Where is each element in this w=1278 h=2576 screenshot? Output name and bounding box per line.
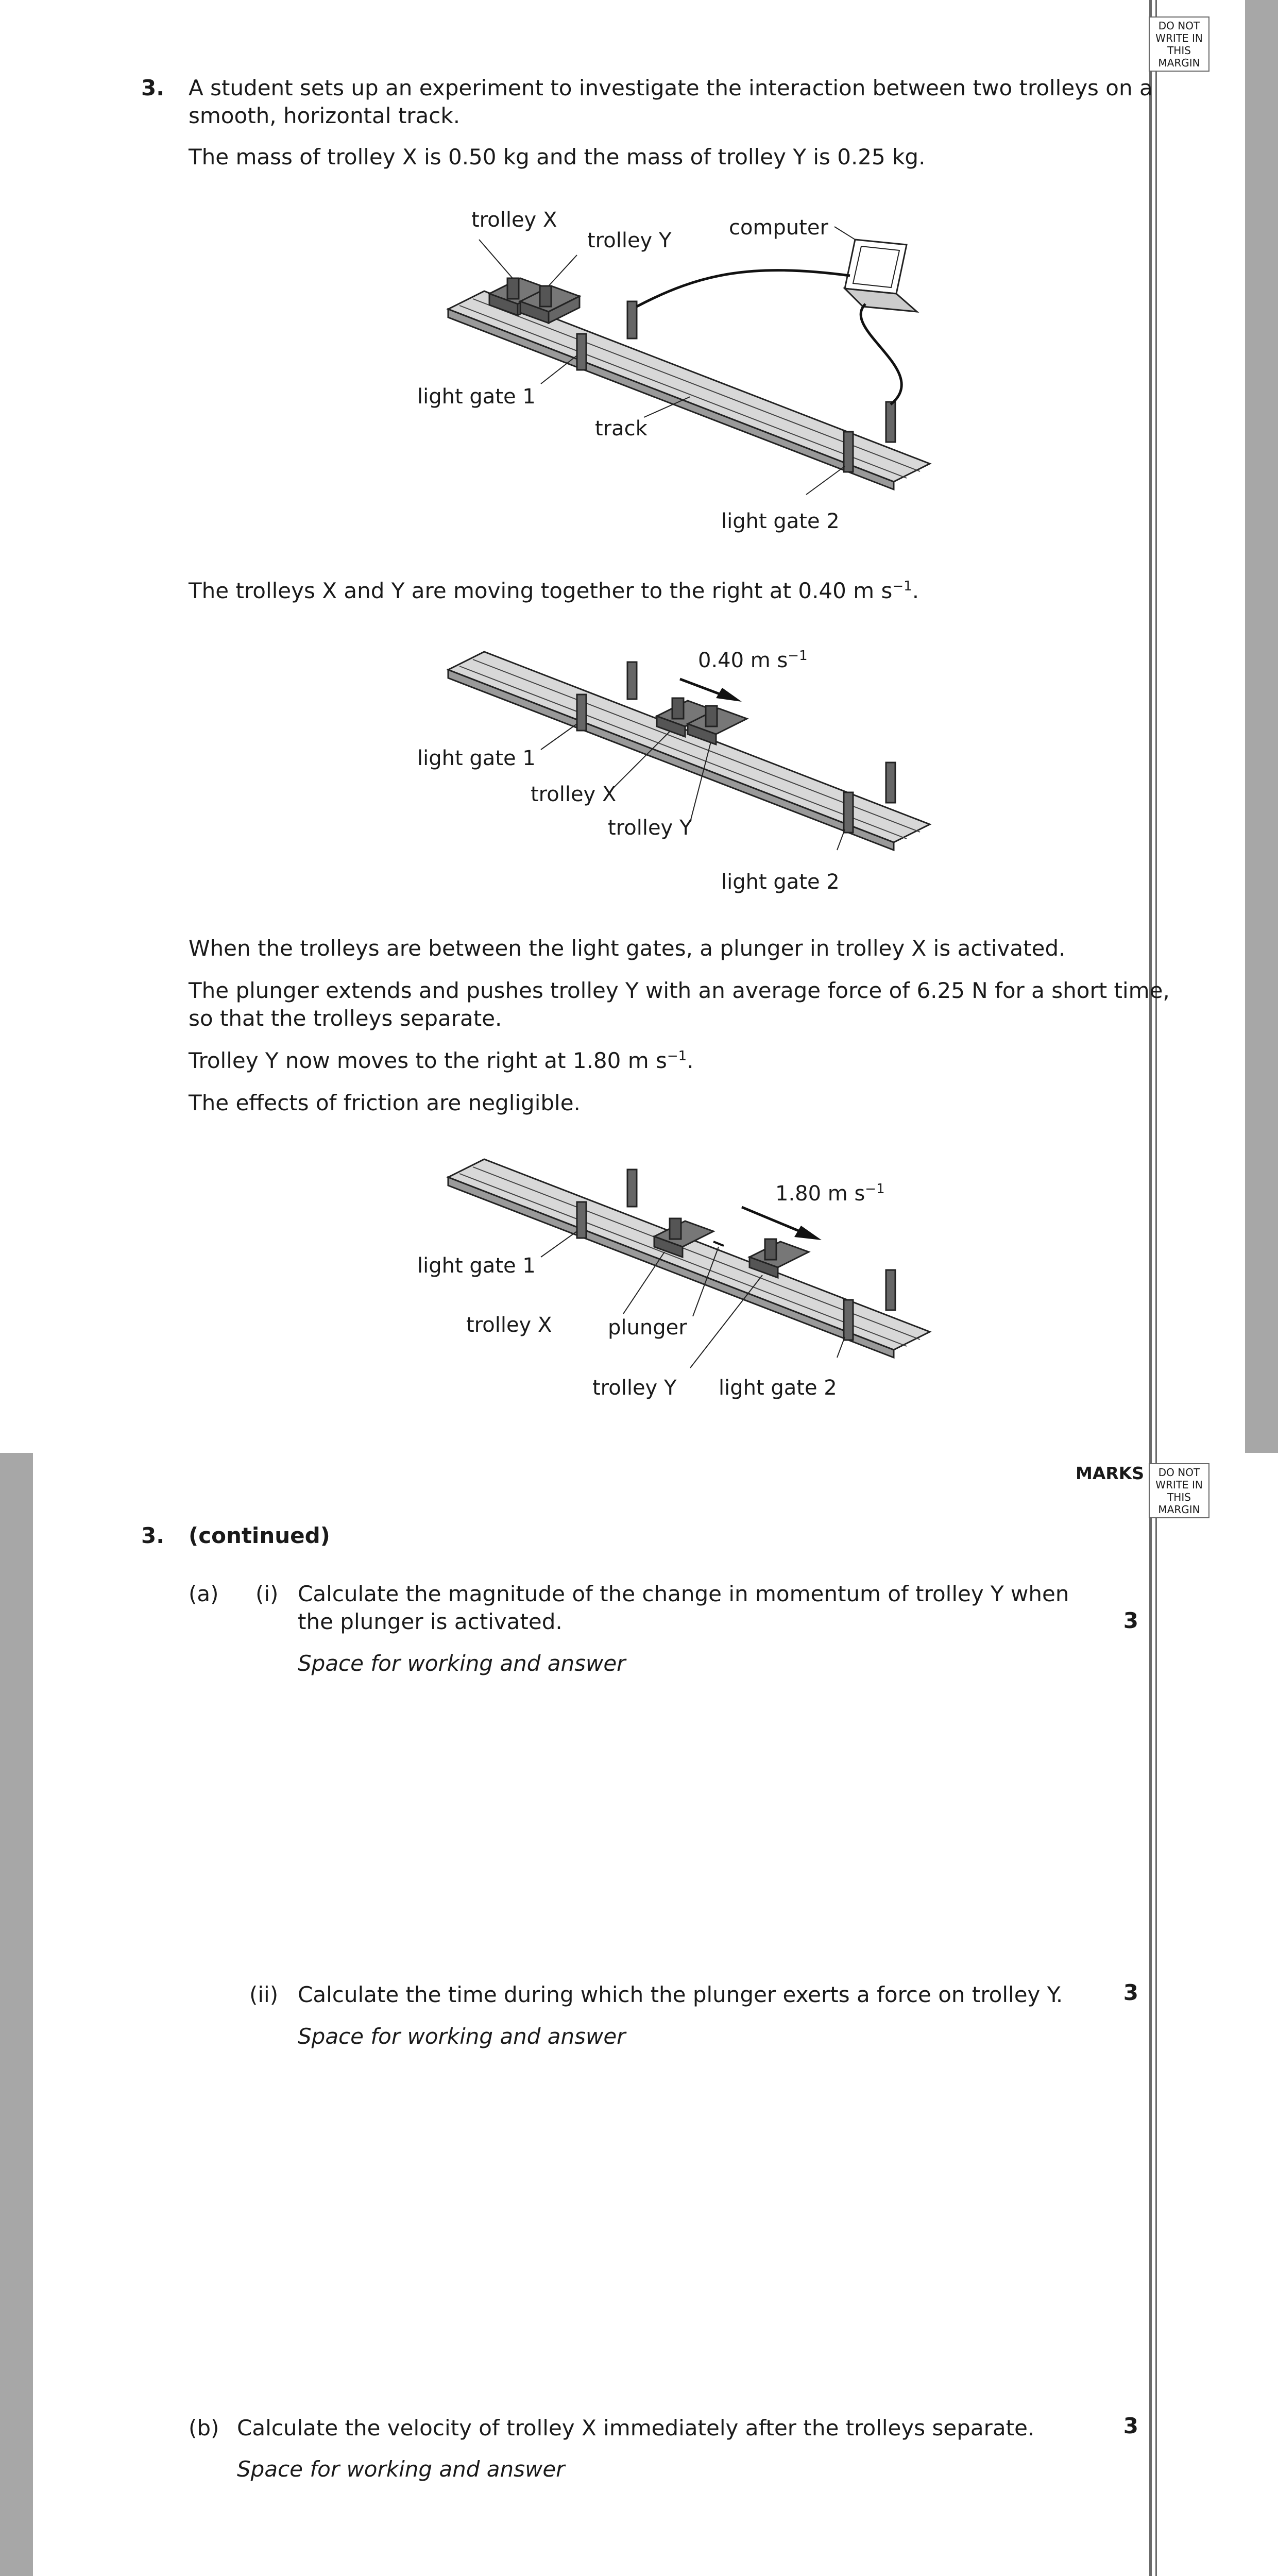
label-light-gate-1: light gate 1 bbox=[417, 385, 536, 409]
label-light-gate-2: light gate 2 bbox=[719, 1376, 837, 1400]
plunger-activated-text: When the trolleys are between the light gates, a plunger in trolley X is activated. bbox=[189, 936, 1066, 961]
mass-text: The mass of trolley X is 0.50 kg and the mass of trolley Y is 0.25 kg. bbox=[189, 144, 926, 170]
do-not-write-box: DO NOT WRITE IN THIS MARGIN bbox=[1149, 16, 1209, 72]
answer-space-a-ii[interactable] bbox=[298, 2058, 1101, 2347]
plunger-force-text-line2: so that the trolleys separate. bbox=[189, 1006, 502, 1031]
label-plunger: plunger bbox=[608, 1316, 687, 1340]
margin-line-inner bbox=[1155, 0, 1157, 1453]
label-light-gate-1: light gate 1 bbox=[417, 747, 536, 770]
answer-space-b[interactable] bbox=[237, 2491, 1102, 2576]
part-a-i-text-line2: the plunger is activated. bbox=[298, 1609, 563, 1634]
label-computer: computer bbox=[729, 216, 828, 240]
continued-label: (continued) bbox=[189, 1523, 330, 1548]
part-a-label: (a) bbox=[189, 1581, 219, 1606]
do-not-write-box: DO NOT WRITE IN THIS MARGIN bbox=[1149, 1463, 1209, 1518]
page-2 bbox=[0, 1453, 1278, 2576]
part-b-label: (b) bbox=[189, 2415, 219, 2441]
label-light-gate-2: light gate 2 bbox=[721, 510, 840, 533]
trolley-y-moves-text: Trolley Y now moves to the right at 1.80 m $s^{-1}$. bbox=[189, 1048, 694, 1073]
label-trolley-y: trolley Y bbox=[592, 1376, 677, 1400]
part-a-ii-marks: 3 bbox=[1123, 1980, 1138, 2005]
part-a-ii-text: Calculate the time during which the plunger exerts a force on trolley Y. bbox=[298, 1982, 1063, 2007]
figure-moving-together bbox=[402, 639, 948, 907]
label-trolley-y: trolley Y bbox=[587, 229, 672, 252]
part-a-i-marks: 3 bbox=[1123, 1608, 1138, 1633]
label-trolley-x: trolley X bbox=[471, 208, 557, 232]
intro-text-line2: smooth, horizontal track. bbox=[189, 103, 461, 128]
part-a-i-label: (i) bbox=[255, 1581, 279, 1606]
marks-header: MARKS bbox=[1076, 1463, 1145, 1483]
moving-together-text: The trolleys X and Y are moving together to the right at 0.40 m $s^{-1}$. bbox=[189, 578, 919, 603]
label-track: track bbox=[595, 417, 647, 440]
figure-setup bbox=[402, 201, 948, 551]
friction-text: The effects of friction are negligible. bbox=[189, 1090, 581, 1115]
working-space-label: Space for working and answer bbox=[298, 1651, 626, 1676]
answer-space-a-i[interactable] bbox=[298, 1685, 1101, 1922]
label-light-gate-2: light gate 2 bbox=[721, 870, 840, 894]
question-number: 3. bbox=[141, 75, 165, 100]
working-space-label: Space for working and answer bbox=[298, 2024, 626, 2049]
margin-line bbox=[1149, 0, 1152, 1453]
part-a-ii-label: (ii) bbox=[249, 1982, 279, 2007]
right-gray-bar bbox=[1245, 0, 1278, 1453]
plunger-force-text-line1: The plunger extends and pushes trolley Y with an average force of 6.25 N for a short time, bbox=[189, 978, 1170, 1003]
working-space-label: Space for working and answer bbox=[237, 2456, 565, 2482]
label-trolley-y: trolley Y bbox=[608, 816, 692, 840]
left-gray-bar bbox=[0, 1453, 33, 2576]
question-number: 3. bbox=[141, 1523, 165, 1548]
intro-text-line1: A student sets up an experiment to investigate the interaction between two trolleys on a bbox=[189, 75, 1153, 100]
label-speed: 0.40 m $s^{-1}$ bbox=[698, 648, 808, 672]
margin-line bbox=[1149, 1453, 1152, 2576]
part-a-i-text-line1: Calculate the magnitude of the change in momentum of trolley Y when bbox=[298, 1581, 1069, 1606]
margin-line-inner bbox=[1155, 1453, 1157, 2576]
label-trolley-x: trolley X bbox=[466, 1313, 552, 1337]
label-light-gate-1: light gate 1 bbox=[417, 1254, 536, 1278]
part-b-marks: 3 bbox=[1123, 2413, 1138, 2438]
part-b-text: Calculate the velocity of trolley X immediately after the trolleys separate. bbox=[237, 2415, 1035, 2441]
figure-separated bbox=[402, 1146, 948, 1425]
label-speed: 1.80 m $s^{-1}$ bbox=[775, 1181, 885, 1206]
label-trolley-x: trolley X bbox=[531, 783, 617, 806]
